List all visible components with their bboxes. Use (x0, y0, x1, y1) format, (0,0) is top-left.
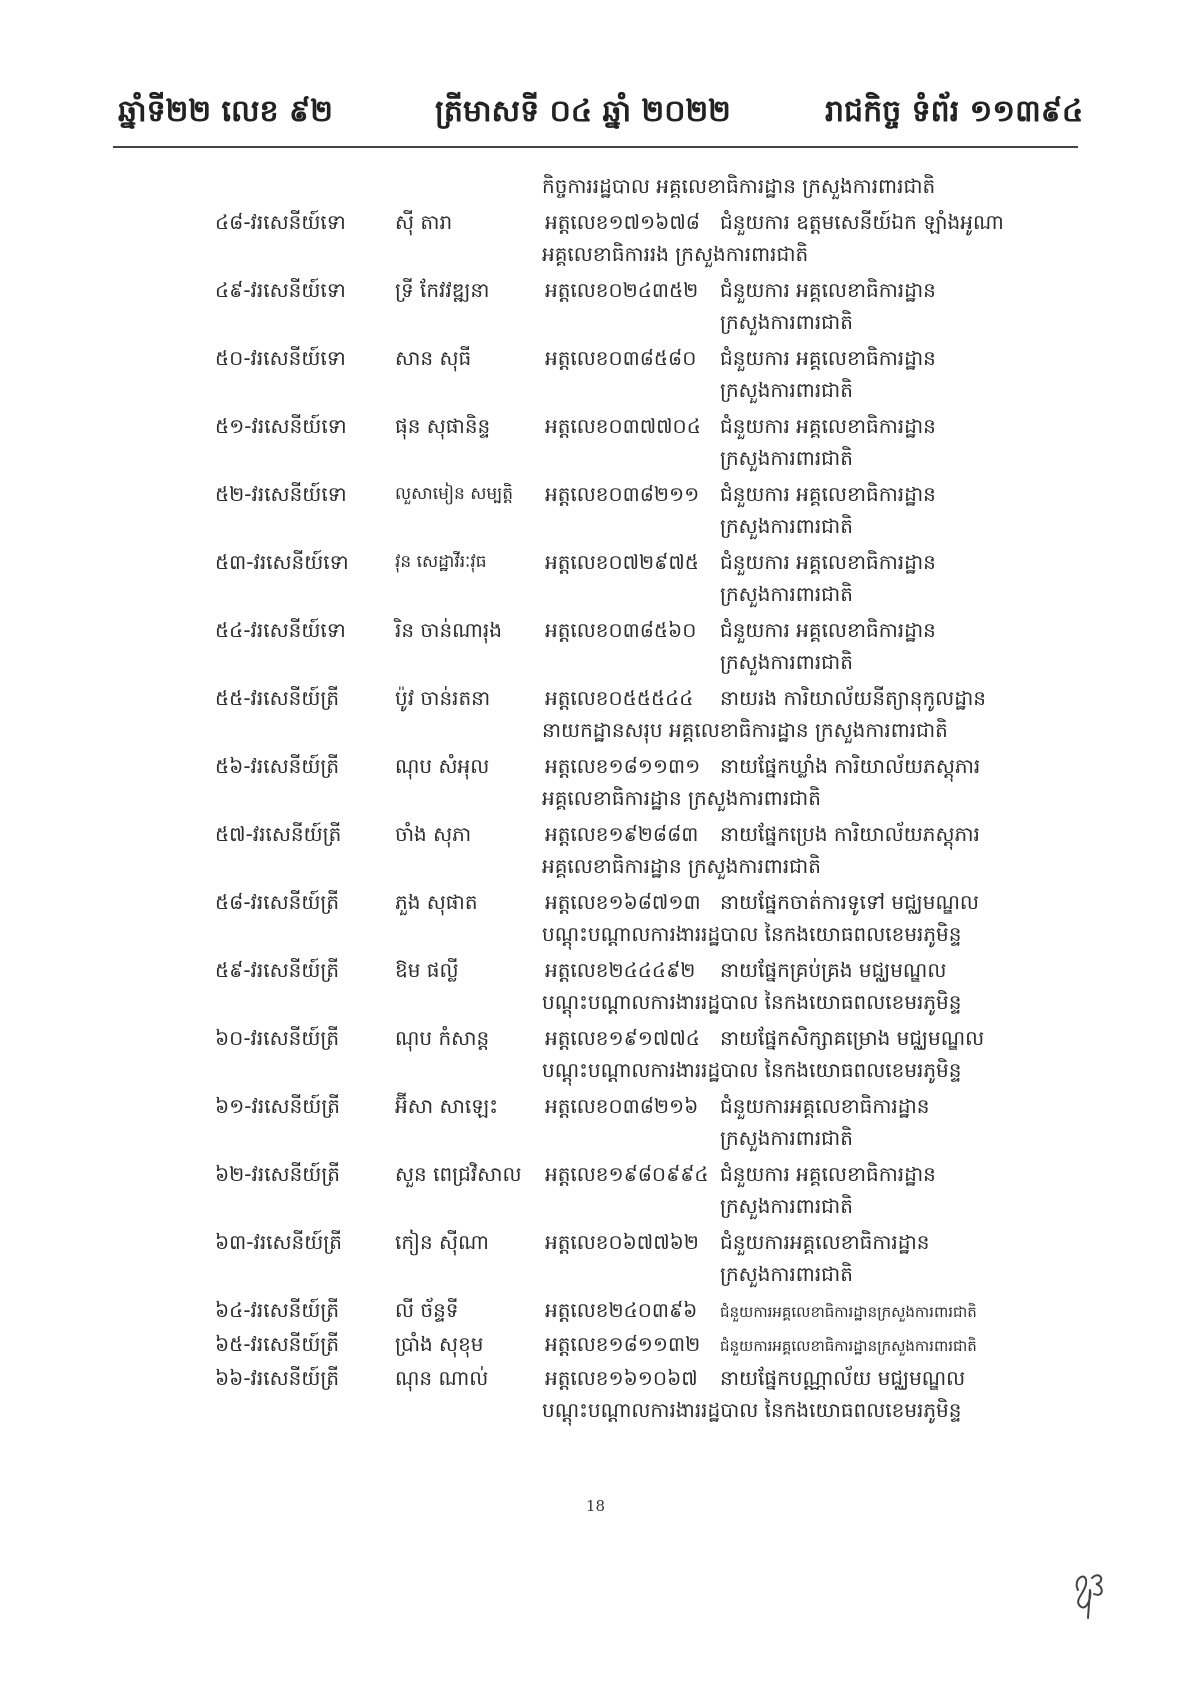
row-name: ទ្រី កែវវឌ្ឍនា (395, 278, 490, 302)
row-role-continued: ក្រសួងការពារជាតិ (720, 310, 853, 334)
row-id: អត្តលេខ០៣៨៥៨០ (545, 346, 697, 370)
row-role: នាយផ្នែកបណ្ណាល័យ មជ្ឈមណ្ឌល (720, 1366, 966, 1390)
row-id: អត្តលេខ១៨១១៣១ (545, 754, 701, 778)
row-name: លួសាមៀន សម្បត្តិ (395, 484, 514, 504)
row-rank: ៦២-វរសេនីយ៍ត្រី (215, 1162, 340, 1186)
row-id: អត្តលេខ០៣៧៧០៤ (545, 414, 701, 438)
row-rank: ៥២-វរសេនីយ៍ទោ (215, 482, 347, 506)
row-role: ជំនួយការ អគ្គលេខាធិការដ្ឋាន (720, 550, 936, 574)
row-role: ជំនួយការ អគ្គលេខាធិការដ្ឋាន (720, 414, 936, 438)
header-page: រាជកិច្ច ទំព័រ ១១៣៩៤ (825, 94, 1084, 129)
row-rank: ៥១-វរសេនីយ៍ទោ (215, 414, 347, 438)
row-id: អត្តលេខ០៣៨៥៦០ (545, 618, 697, 642)
row-name: ប្រាំង សុខុម (395, 1332, 484, 1356)
row-id: អត្តលេខ២៤៤៤៩២ (545, 958, 696, 982)
row-role-continued: ក្រសួងការពារជាតិ (720, 446, 853, 470)
row-role: នាយផ្នែកប្រេង ការិយាល័យភស្តុភារ (720, 822, 980, 846)
row-id: អត្តលេខ១៩៨០៩៩៤ (545, 1162, 709, 1186)
row-role-continued: ក្រសួងការពារជាតិ (720, 650, 853, 674)
row-rank: ៦៤-វរសេនីយ៍ត្រី (215, 1298, 340, 1322)
row-rank: ៥០-វរសេនីយ៍ទោ (215, 346, 346, 370)
row-name: ណុប សំអុល (395, 754, 490, 778)
header-quarter: ត្រីមាសទី ០៤ ឆ្នាំ ២០២២ (435, 94, 731, 129)
row-rank: ៦៦-វរសេនីយ៍ត្រី (215, 1366, 340, 1390)
row-role: ជំនួយការ ឧត្តមសេនីយ៍ឯក ឡាំងអូណា (720, 210, 1004, 234)
row-id: អត្តលេខ០៦៧៧៦២ (545, 1230, 699, 1254)
row-role-continued: អគ្គលេខាធិការដ្ឋាន ក្រសួងការពារជាតិ (542, 854, 821, 878)
row-id: អត្តលេខ១៦៨៧១៣ (545, 890, 701, 914)
row-name: ស៊ី តារា (395, 210, 453, 234)
row-name: សួន ពេជ្រវិសាល (395, 1162, 522, 1186)
row-id: អត្តលេខ០៣៨២១១ (545, 482, 700, 506)
row-role: ជំនួយការអគ្គលេខាធិការដ្ឋានក្រសួងការពារជាតិ (720, 1337, 977, 1355)
row-role: ជំនួយការ អគ្គលេខាធិការដ្ឋាន (720, 482, 936, 506)
header-issue: ឆ្នាំទី២២ លេខ ៩២ (118, 94, 333, 129)
row-name: លី ច័ន្ទទី (395, 1298, 459, 1322)
row-rank: ៤៨-វរសេនីយ៍ទោ (215, 210, 346, 234)
row-rank: ៥៨-វរសេនីយ៍ត្រី (215, 890, 340, 914)
row-name: កៀន ស៊ីណា (395, 1230, 489, 1254)
row-role-continued: ក្រសួងការពារជាតិ (720, 378, 853, 402)
row-rank: ៥៩-វរសេនីយ៍ត្រី (215, 958, 340, 982)
row-id: អត្តលេខ១៩១៧៧៤ (545, 1026, 700, 1050)
row-id: អត្តលេខ២៤០៣៩៦ (545, 1298, 698, 1322)
row-id: អត្តលេខ១៩២៨៨៣ (545, 822, 699, 846)
row-id: អត្តលេខ០៣៨២១៦ (545, 1094, 699, 1118)
row-role-continued: ក្រសួងការពារជាតិ (720, 514, 853, 538)
row-name: ឱម ផល្លី (395, 958, 459, 982)
row-role-continued: បណ្តុះបណ្តាលការងាររដ្ឋបាល នៃកងយោធពលខេមរភូមិន្ទ (542, 922, 962, 946)
row-role-continued: ក្រសួងការពារជាតិ (720, 1126, 853, 1150)
row-role: ជំនួយការអគ្គលេខាធិការដ្ឋាន (720, 1094, 930, 1118)
row-name: ចាំង សុភា (395, 822, 472, 846)
row-role-continued: ក្រសួងការពារជាតិ (720, 1194, 853, 1218)
top-continuation: កិច្ចការរដ្ឋបាល អគ្គលេខាធិការដ្ឋាន ក្រសួងការពារជាតិ (542, 174, 936, 198)
row-role: នាយផ្នែកឃ្លាំង ការិយាល័យភស្តុភារ (720, 754, 981, 778)
row-rank: ៦៣-វរសេនីយ៍ត្រី (215, 1230, 342, 1254)
row-role: ជំនួយការ អគ្គលេខាធិការដ្ឋាន (720, 278, 936, 302)
row-id: អត្តលេខ១៦១០៦៧ (545, 1366, 698, 1390)
row-role: ជំនួយការ អគ្គលេខាធិការដ្ឋាន (720, 1162, 936, 1186)
row-name: អ៊ីសា សាឡេះ (395, 1094, 499, 1118)
row-role-continued: បណ្តុះបណ្តាលការងាររដ្ឋបាល នៃកងយោធពលខេមរភូមិន្ទ (542, 1058, 962, 1082)
row-rank: ៥៤-វរសេនីយ៍ទោ (215, 618, 346, 642)
handwritten-initials-icon (1070, 1560, 1110, 1620)
row-name: វុន សេដ្ឋាវីរៈវុធ (395, 552, 487, 572)
row-name: ភួង សុផាត (395, 890, 478, 914)
row-id: អត្តលេខ១៧១៦៧៨ (545, 210, 700, 234)
row-role: នាយផ្នែកគ្រប់គ្រង មជ្ឈមណ្ឌល (720, 958, 947, 982)
row-rank: ៤៩-វរសេនីយ៍ទោ (215, 278, 346, 302)
page-number: 18 (586, 1497, 606, 1515)
row-id: អត្តលេខ០៧២៩៧៥ (545, 550, 699, 574)
row-name: ផុន សុផានិន្ទ (395, 414, 491, 438)
row-rank: ៦១-វរសេនីយ៍ត្រី (215, 1094, 340, 1118)
row-role-continued: ក្រសួងការពារជាតិ (720, 1262, 853, 1286)
row-name: រិន ចាន់ណារុង (395, 618, 502, 642)
row-role-continued: អគ្គលេខាធិការរង ក្រសួងការពារជាតិ (542, 242, 809, 266)
row-name: ណុន ណាល់ (395, 1366, 489, 1390)
row-rank: ៥៣-វរសេនីយ៍ទោ (215, 550, 349, 574)
row-role-continued: ក្រសួងការពារជាតិ (720, 582, 853, 606)
row-rank: ៥៧-វរសេនីយ៍ត្រី (215, 822, 342, 846)
row-role: នាយរង ការិយាល័យនីត្យានុកូលដ្ឋាន (720, 686, 986, 710)
row-role: ជំនួយការអគ្គលេខាធិការដ្ឋានក្រសួងការពារជាតិ (720, 1303, 977, 1321)
row-rank: ៥៦-វរសេនីយ៍ត្រី (215, 754, 340, 778)
row-id: អត្តលេខ០២៤៣៥២ (545, 278, 699, 302)
row-role: ជំនួយការ អគ្គលេខាធិការដ្ឋាន (720, 346, 936, 370)
row-id: អត្តលេខ០៥៥៥៤៤ (545, 686, 694, 710)
row-rank: ៦៥-វរសេនីយ៍ត្រី (215, 1332, 340, 1356)
row-role: ជំនួយការ អគ្គលេខាធិការដ្ឋាន (720, 618, 936, 642)
row-rank: ៥៥-វរសេនីយ៍ត្រី (215, 686, 340, 710)
row-name: ប៉ូវ ចាន់រតនា (395, 686, 491, 710)
row-rank: ៦០-វរសេនីយ៍ត្រី (215, 1026, 340, 1050)
row-role-continued: នាយកដ្ឋានសរុប អគ្គលេខាធិការដ្ឋាន ក្រសួងការពារជាតិ (542, 718, 948, 742)
row-id: អត្តលេខ១៨១១៣២ (545, 1332, 701, 1356)
row-role: ជំនួយការអគ្គលេខាធិការដ្ឋាន (720, 1230, 930, 1254)
row-name: សាន សុធី (395, 346, 472, 370)
row-name: ណុប កំសាន្ត (395, 1026, 490, 1050)
row-role: នាយផ្នែកចាត់ការទូទៅ មជ្ឈមណ្ឌល (720, 890, 979, 914)
row-role-continued: បណ្តុះបណ្តាលការងាររដ្ឋបាល នៃកងយោធពលខេមរភូមិន្ទ (542, 1398, 962, 1422)
row-role-continued: អគ្គលេខាធិការដ្ឋាន ក្រសួងការពារជាតិ (542, 786, 821, 810)
header-rule (113, 146, 1078, 148)
row-role-continued: បណ្តុះបណ្តាលការងាររដ្ឋបាល នៃកងយោធពលខេមរភូមិន្ទ (542, 990, 962, 1014)
row-role: នាយផ្នែកសិក្សាគម្រោង មជ្ឈមណ្ឌល (720, 1026, 985, 1050)
